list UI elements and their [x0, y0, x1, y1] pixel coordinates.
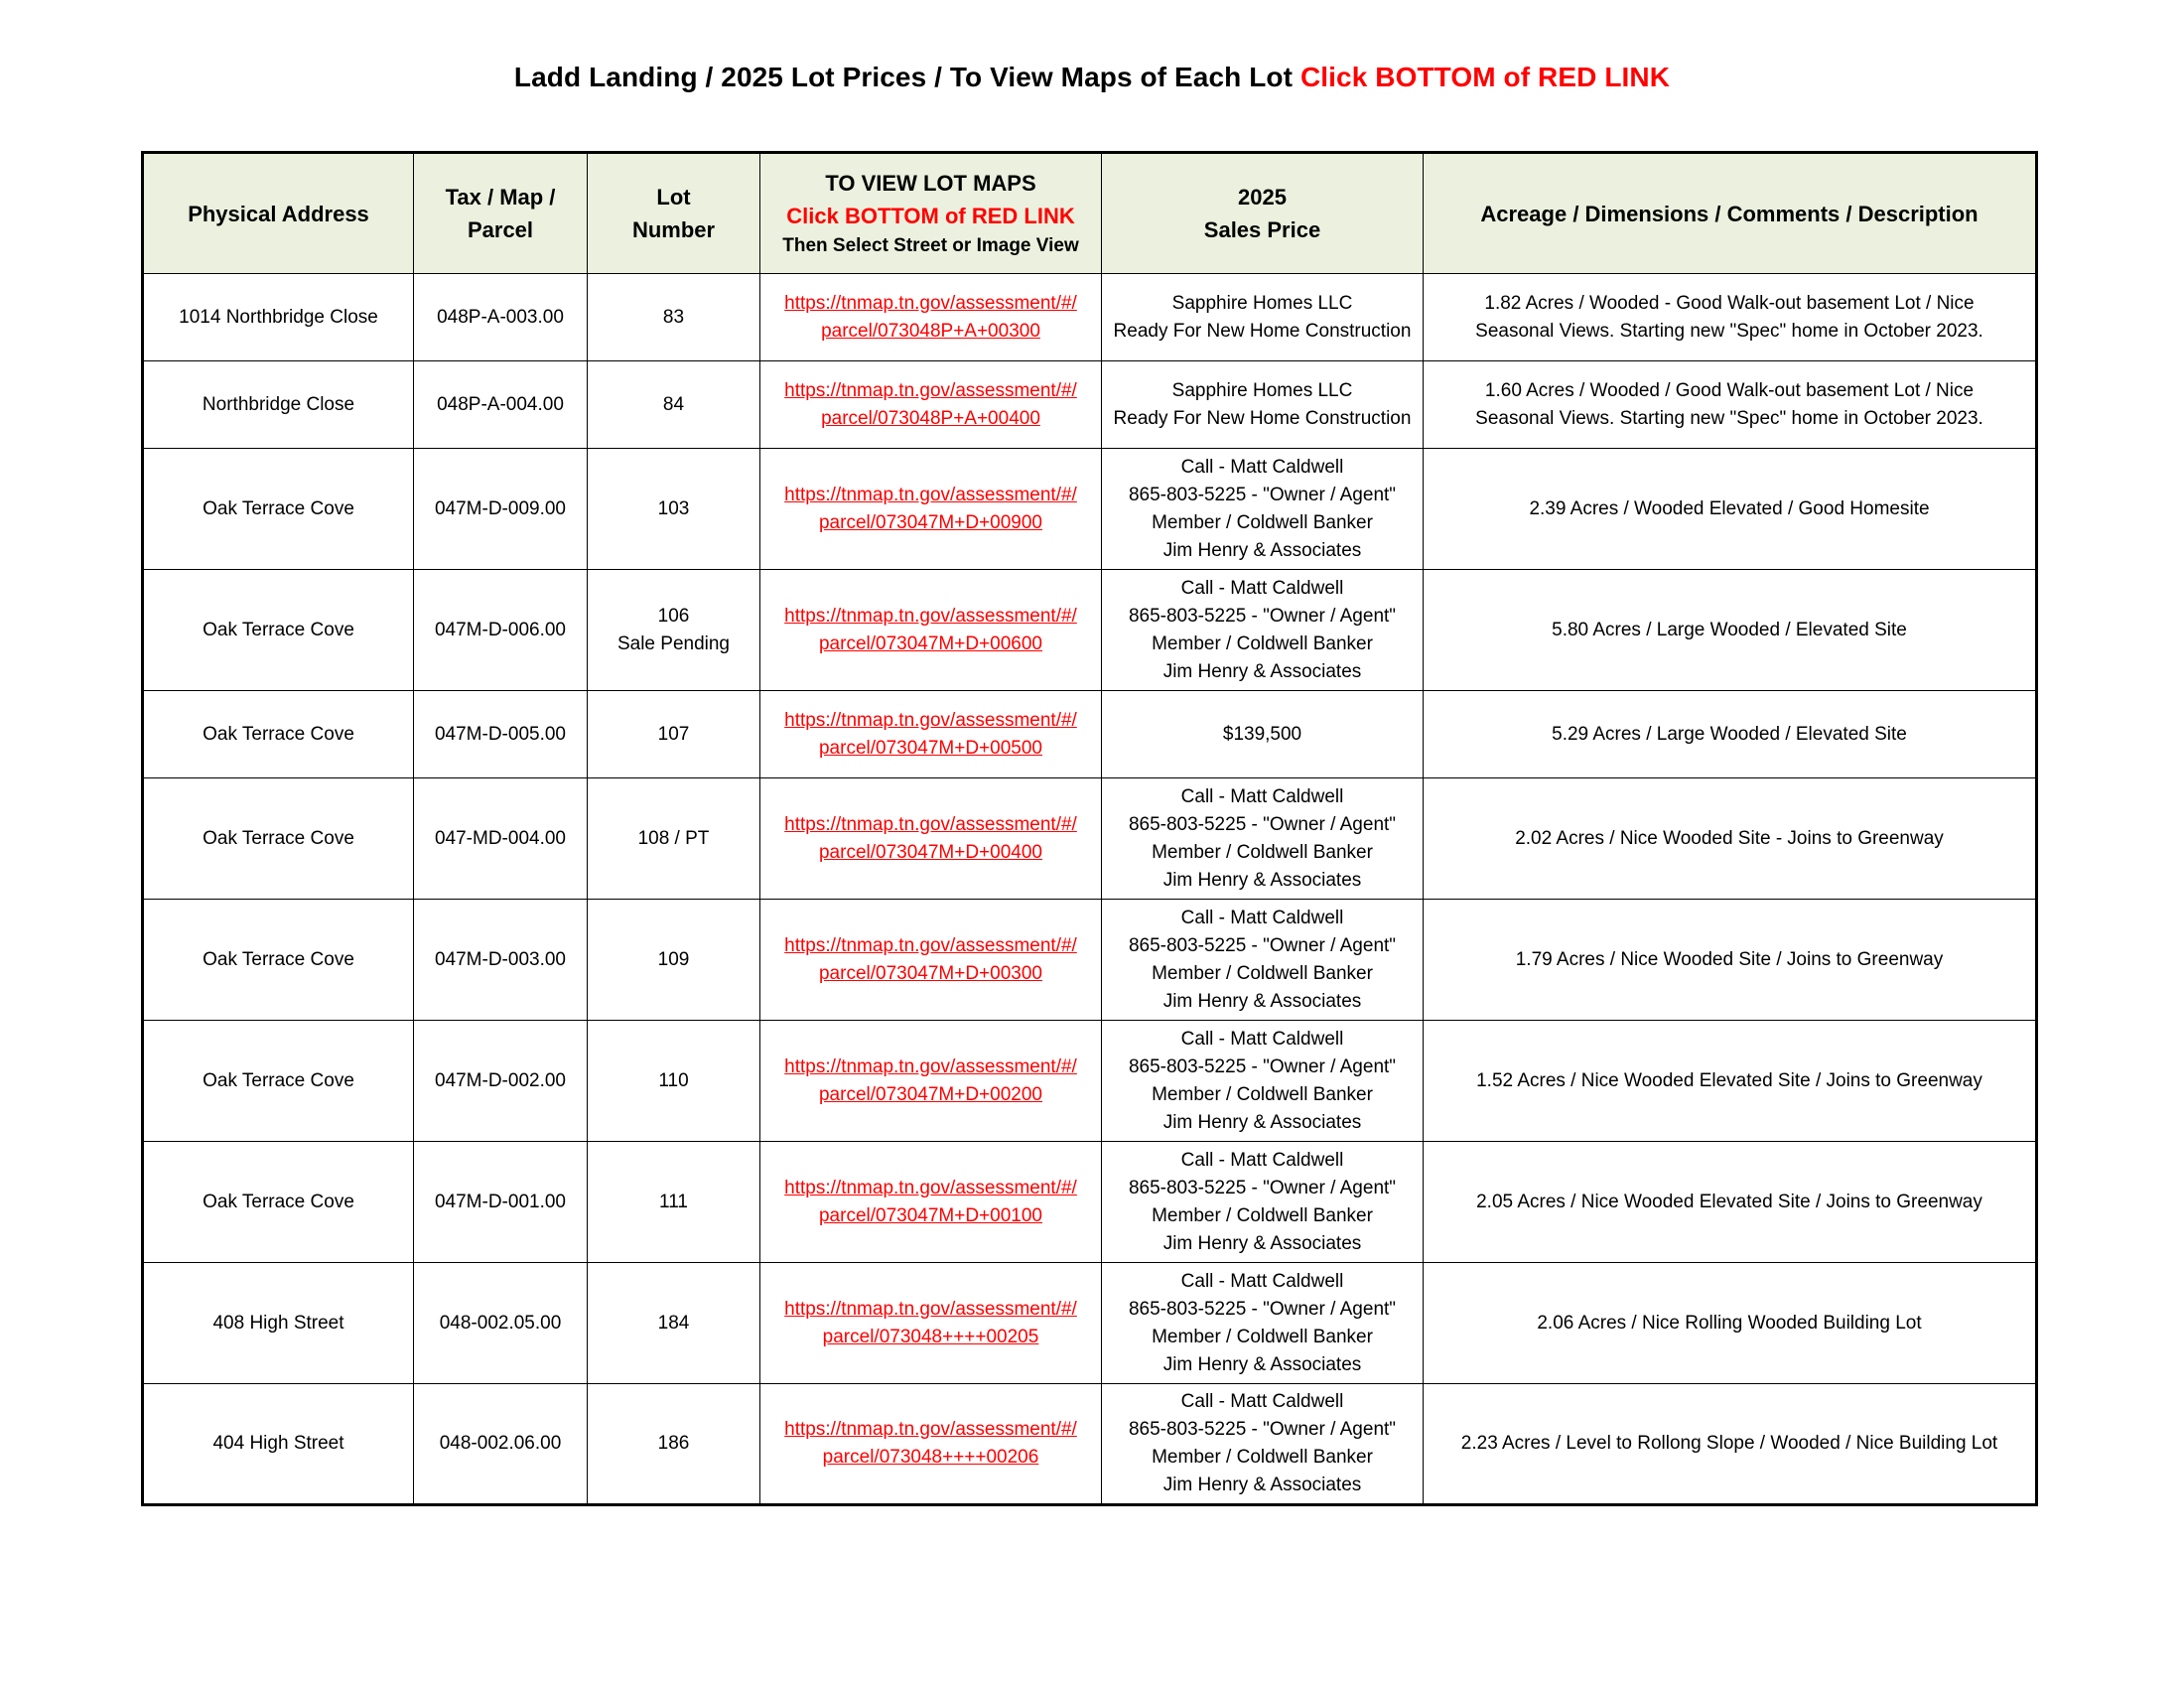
- description-cell: [1424, 778, 2037, 900]
- lot-text: 107: [657, 723, 690, 745]
- description-text: 2.39 Acres / Wooded Elevated / Good Homesite: [1529, 497, 1930, 519]
- header-maps-line: TO VIEW LOT MAPS: [825, 171, 1036, 196]
- title-main: Ladd Landing / 2025 Lot Prices / To View Maps of Each Lot: [513, 62, 1294, 92]
- price-text: Jim Henry & Associates: [1162, 660, 1362, 682]
- price-cell: [1102, 1384, 1424, 1505]
- map-link-cell[interactable]: [760, 1021, 1102, 1142]
- lot-text: 84: [662, 393, 685, 415]
- price-text: Call - Matt Caldwell: [1180, 1028, 1344, 1050]
- price-cell: [1102, 1142, 1424, 1263]
- description-cell: [1424, 1021, 2037, 1142]
- description-cell: [1424, 691, 2037, 778]
- description-text: 2.02 Acres / Nice Wooded Site - Joins to Greenway: [1515, 827, 1944, 849]
- map-link[interactable]: https://tnmap.tn.gov/assessment/#/: [784, 379, 1077, 401]
- parcel-cell: [414, 778, 588, 900]
- lot-price-table: [141, 151, 2038, 1506]
- description-cell: [1424, 1142, 2037, 1263]
- price-text: Member / Coldwell Banker: [1152, 1326, 1373, 1347]
- lot-cell: [588, 778, 760, 900]
- map-link[interactable]: https://tnmap.tn.gov/assessment/#/: [784, 1055, 1077, 1077]
- header-parcel: [414, 153, 588, 274]
- address-cell: [143, 1263, 414, 1384]
- map-link[interactable]: https://tnmap.tn.gov/assessment/#/: [784, 709, 1077, 731]
- address-cell: [143, 691, 414, 778]
- lot-text: Sale Pending: [616, 633, 731, 654]
- map-link[interactable]: parcel/073048++++00205: [822, 1326, 1039, 1347]
- parcel-text: 047M-D-006.00: [434, 619, 567, 640]
- map-link[interactable]: parcel/073048++++00206: [822, 1447, 1039, 1468]
- parcel-cell: [414, 900, 588, 1021]
- map-link[interactable]: parcel/073047M+D+00600: [818, 633, 1042, 654]
- header-description-label: Acreage / Dimensions / Comments / Description: [1480, 201, 1979, 226]
- header-maps-red-line: Click BOTTOM of RED LINK: [786, 204, 1075, 228]
- address-cell: [143, 274, 414, 361]
- parcel-cell: [414, 1263, 588, 1384]
- header-parcel-line: Parcel: [467, 217, 534, 242]
- map-link[interactable]: parcel/073048P+A+00400: [821, 407, 1040, 429]
- price-text: 865-803-5225 - "Owner / Agent": [1128, 934, 1397, 956]
- map-link[interactable]: https://tnmap.tn.gov/assessment/#/: [784, 484, 1077, 505]
- price-text: Member / Coldwell Banker: [1152, 1447, 1373, 1468]
- price-text: Sapphire Homes LLC: [1171, 292, 1353, 314]
- lot-text: 186: [657, 1433, 690, 1454]
- map-link[interactable]: parcel/073047M+D+00200: [818, 1083, 1042, 1105]
- map-link-cell[interactable]: [760, 691, 1102, 778]
- price-text: Jim Henry & Associates: [1162, 869, 1362, 891]
- address-cell: [143, 449, 414, 570]
- map-link[interactable]: parcel/073047M+D+00400: [818, 841, 1042, 863]
- price-text: Jim Henry & Associates: [1162, 1111, 1362, 1133]
- description-text: 5.29 Acres / Large Wooded / Elevated Site: [1552, 723, 1907, 745]
- parcel-text: 048P-A-004.00: [437, 393, 564, 415]
- address-text: Oak Terrace Cove: [203, 1069, 354, 1091]
- table-row: [143, 1263, 2037, 1384]
- address-cell: [143, 1142, 414, 1263]
- description-text: Seasonal Views. Starting new "Spec" home in October 2023.: [1475, 320, 1983, 342]
- price-text: 865-803-5225 - "Owner / Agent": [1128, 1298, 1397, 1320]
- table-row: [143, 691, 2037, 778]
- lot-text: 108 / PT: [637, 827, 710, 849]
- parcel-text: 047M-D-002.00: [434, 1069, 567, 1091]
- price-text: 865-803-5225 - "Owner / Agent": [1128, 1055, 1397, 1077]
- description-text: 5.80 Acres / Large Wooded / Elevated Site: [1552, 619, 1907, 640]
- price-text: Jim Henry & Associates: [1162, 1232, 1362, 1254]
- price-cell: [1102, 1263, 1424, 1384]
- header-price-line: 2025: [1238, 185, 1287, 210]
- address-text: Oak Terrace Cove: [203, 827, 354, 849]
- description-cell: [1424, 570, 2037, 691]
- map-link[interactable]: parcel/073047M+D+00900: [818, 511, 1042, 533]
- price-text: Member / Coldwell Banker: [1152, 511, 1373, 533]
- description-text: 1.52 Acres / Nice Wooded Elevated Site / Joins to Greenway: [1476, 1069, 1982, 1091]
- price-text: Call - Matt Caldwell: [1180, 907, 1344, 928]
- map-link-cell[interactable]: [760, 1263, 1102, 1384]
- lot-cell: [588, 570, 760, 691]
- price-text: Ready For New Home Construction: [1113, 407, 1412, 429]
- price-text: 865-803-5225 - "Owner / Agent": [1128, 1177, 1397, 1198]
- map-link-cell[interactable]: [760, 570, 1102, 691]
- description-text: 1.60 Acres / Wooded / Good Walk-out basement Lot / Nice: [1484, 379, 1975, 401]
- table-row: [143, 1142, 2037, 1263]
- price-text: Call - Matt Caldwell: [1180, 577, 1344, 599]
- map-link[interactable]: parcel/073047M+D+00300: [818, 962, 1042, 984]
- map-link[interactable]: parcel/073047M+D+00100: [818, 1204, 1042, 1226]
- price-text: $139,500: [1222, 723, 1302, 745]
- price-text: 865-803-5225 - "Owner / Agent": [1128, 813, 1397, 835]
- lot-text: 111: [659, 1191, 688, 1212]
- lot-cell: [588, 1384, 760, 1505]
- description-text: 1.79 Acres / Nice Wooded Site / Joins to Greenway: [1515, 948, 1944, 970]
- lot-text: 83: [662, 306, 685, 328]
- lot-cell: [588, 1263, 760, 1384]
- map-link-cell[interactable]: [760, 1142, 1102, 1263]
- address-cell: [143, 361, 414, 449]
- address-text: Oak Terrace Cove: [203, 619, 354, 640]
- parcel-cell: [414, 274, 588, 361]
- address-cell: [143, 778, 414, 900]
- header-address: [143, 153, 414, 274]
- header-lot-line: Number: [631, 217, 716, 242]
- header-price-line: Sales Price: [1203, 217, 1321, 242]
- description-cell: [1424, 900, 2037, 1021]
- table-row: [143, 1021, 2037, 1142]
- price-text: Member / Coldwell Banker: [1152, 1204, 1373, 1226]
- table-row: [143, 778, 2037, 900]
- address-text: Oak Terrace Cove: [203, 948, 354, 970]
- price-text: Call - Matt Caldwell: [1180, 1270, 1344, 1292]
- price-text: 865-803-5225 - "Owner / Agent": [1128, 605, 1397, 627]
- table-row: [143, 274, 2037, 361]
- address-cell: [143, 1384, 414, 1505]
- price-text: 865-803-5225 - "Owner / Agent": [1128, 1419, 1397, 1440]
- parcel-text: 048P-A-003.00: [437, 306, 564, 328]
- parcel-text: 047M-D-009.00: [434, 497, 567, 519]
- map-link[interactable]: parcel/073047M+D+00500: [818, 737, 1042, 759]
- address-text: 1014 Northbridge Close: [179, 306, 378, 328]
- title-highlight: Click BOTTOM of RED LINK: [1299, 62, 1671, 92]
- price-text: Call - Matt Caldwell: [1180, 456, 1344, 478]
- header-lot: [588, 153, 760, 274]
- parcel-text: 047M-D-003.00: [434, 948, 567, 970]
- description-cell: [1424, 449, 2037, 570]
- address-cell: [143, 570, 414, 691]
- price-text: Jim Henry & Associates: [1162, 990, 1362, 1012]
- price-text: Sapphire Homes LLC: [1171, 379, 1353, 401]
- table-row: [143, 361, 2037, 449]
- price-text: 865-803-5225 - "Owner / Agent": [1128, 484, 1397, 505]
- parcel-text: 047M-D-001.00: [434, 1191, 567, 1212]
- description-cell: [1424, 1384, 2037, 1505]
- description-text: 2.05 Acres / Nice Wooded Elevated Site / Joins to Greenway: [1476, 1191, 1982, 1212]
- table-row: [143, 900, 2037, 1021]
- table-row: [143, 1384, 2037, 1505]
- lot-text: 184: [657, 1312, 690, 1334]
- lot-cell: [588, 1142, 760, 1263]
- price-text: Member / Coldwell Banker: [1152, 1083, 1373, 1105]
- address-text: Oak Terrace Cove: [203, 723, 354, 745]
- header-parcel-line: Tax / Map /: [445, 185, 556, 210]
- parcel-cell: [414, 361, 588, 449]
- header-lot-line: Lot: [656, 185, 691, 210]
- map-link[interactable]: https://tnmap.tn.gov/assessment/#/: [784, 1419, 1077, 1440]
- price-cell: [1102, 900, 1424, 1021]
- parcel-cell: [414, 1021, 588, 1142]
- address-text: 404 High Street: [212, 1433, 344, 1454]
- header-row: [143, 153, 2037, 274]
- price-cell: [1102, 1021, 1424, 1142]
- address-cell: [143, 900, 414, 1021]
- price-text: Jim Henry & Associates: [1162, 1475, 1362, 1495]
- parcel-cell: [414, 1384, 588, 1505]
- lot-cell: [588, 274, 760, 361]
- lot-cell: [588, 1021, 760, 1142]
- map-link[interactable]: https://tnmap.tn.gov/assessment/#/: [784, 292, 1077, 314]
- description-cell: [1424, 361, 2037, 449]
- price-text: Jim Henry & Associates: [1162, 539, 1362, 561]
- lot-cell: [588, 449, 760, 570]
- description-text: 2.23 Acres / Level to Rollong Slope / Wooded / Nice Building Lot: [1460, 1433, 1998, 1454]
- lot-cell: [588, 900, 760, 1021]
- table-row: [143, 570, 2037, 691]
- price-cell: [1102, 570, 1424, 691]
- description-text: 1.82 Acres / Wooded - Good Walk-out basement Lot / Nice: [1484, 292, 1975, 314]
- parcel-text: 048-002.05.00: [439, 1312, 562, 1334]
- address-text: Northbridge Close: [202, 393, 355, 415]
- description-cell: [1424, 1263, 2037, 1384]
- header-description: [1424, 153, 2037, 274]
- parcel-cell: [414, 691, 588, 778]
- header-address-label: Physical Address: [188, 201, 369, 226]
- header-price: [1102, 153, 1424, 274]
- price-text: Member / Coldwell Banker: [1152, 962, 1373, 984]
- map-link-cell[interactable]: [760, 274, 1102, 361]
- price-text: Call - Matt Caldwell: [1180, 785, 1344, 807]
- map-link-cell[interactable]: [760, 449, 1102, 570]
- map-link-cell[interactable]: [760, 900, 1102, 1021]
- address-text: Oak Terrace Cove: [203, 1191, 354, 1212]
- map-link[interactable]: https://tnmap.tn.gov/assessment/#/: [784, 1298, 1077, 1320]
- header-maps: [760, 153, 1102, 274]
- price-text: Jim Henry & Associates: [1162, 1353, 1362, 1375]
- parcel-text: 047M-D-005.00: [434, 723, 567, 745]
- price-cell: [1102, 274, 1424, 361]
- price-cell: [1102, 691, 1424, 778]
- map-link-cell[interactable]: [760, 778, 1102, 900]
- address-text: 408 High Street: [212, 1312, 344, 1334]
- lot-cell: [588, 691, 760, 778]
- address-cell: [143, 1021, 414, 1142]
- parcel-cell: [414, 1142, 588, 1263]
- address-text: Oak Terrace Cove: [203, 497, 354, 519]
- table-row: [143, 449, 2037, 570]
- description-cell: [1424, 274, 2037, 361]
- price-text: Call - Matt Caldwell: [1180, 1391, 1344, 1412]
- price-text: Call - Matt Caldwell: [1180, 1149, 1344, 1171]
- price-cell: [1102, 449, 1424, 570]
- parcel-cell: [414, 449, 588, 570]
- parcel-text: 047-MD-004.00: [434, 827, 567, 849]
- lot-text: 103: [657, 497, 690, 519]
- description-text: 2.06 Acres / Nice Rolling Wooded Building Lot: [1537, 1312, 1922, 1334]
- description-text: Seasonal Views. Starting new "Spec" home in October 2023.: [1475, 407, 1983, 429]
- map-link[interactable]: parcel/073048P+A+00300: [821, 320, 1040, 342]
- map-link[interactable]: https://tnmap.tn.gov/assessment/#/: [784, 934, 1077, 956]
- map-link[interactable]: https://tnmap.tn.gov/assessment/#/: [784, 1177, 1077, 1198]
- map-link-cell[interactable]: [760, 1384, 1102, 1505]
- lot-text: 110: [658, 1069, 689, 1091]
- map-link-cell[interactable]: [760, 361, 1102, 449]
- price-text: Member / Coldwell Banker: [1152, 633, 1373, 654]
- price-text: Ready For New Home Construction: [1113, 320, 1412, 342]
- parcel-text: 048-002.06.00: [439, 1433, 562, 1454]
- header-maps-note: Then Select Street or Image View: [782, 235, 1079, 256]
- map-link[interactable]: https://tnmap.tn.gov/assessment/#/: [784, 605, 1077, 627]
- price-cell: [1102, 778, 1424, 900]
- page-title: [0, 62, 2184, 93]
- price-cell: [1102, 361, 1424, 449]
- lot-text: 109: [657, 948, 690, 970]
- map-link[interactable]: https://tnmap.tn.gov/assessment/#/: [784, 813, 1077, 835]
- lot-cell: [588, 361, 760, 449]
- price-text: Member / Coldwell Banker: [1152, 841, 1373, 863]
- lot-text: 106: [657, 605, 690, 627]
- parcel-cell: [414, 570, 588, 691]
